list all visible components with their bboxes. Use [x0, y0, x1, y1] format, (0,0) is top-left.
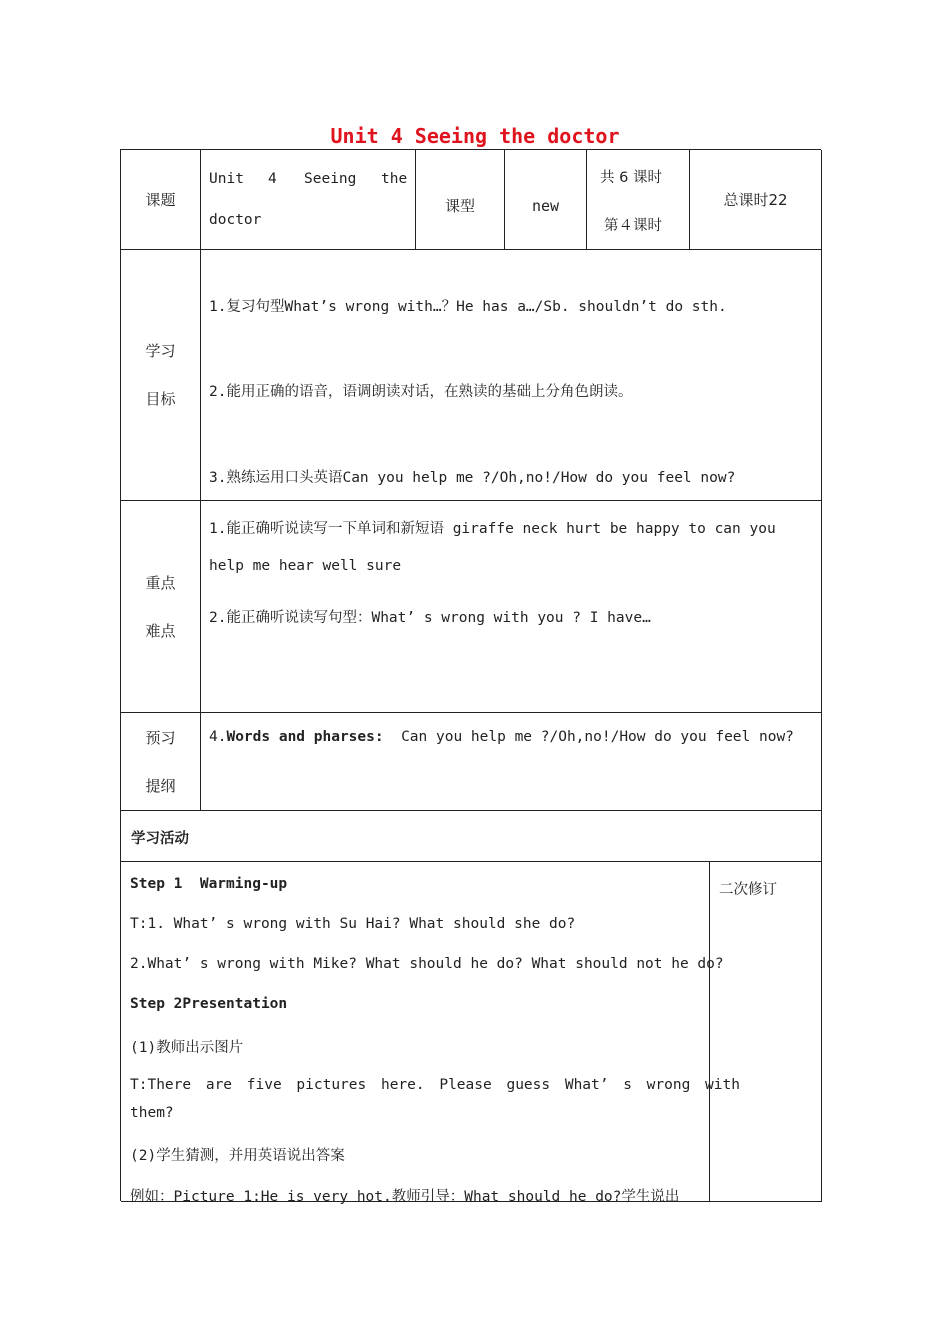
step2-item-1: (1)教师出示图片: [130, 1040, 244, 1056]
goal-item-2: 2.能用正确的语音，语调朗读对话，在熟读的基础上分角色朗读。: [209, 384, 633, 400]
period-total: 共 6 课时: [600, 170, 662, 186]
step2-item-4: 例如：Picture 1:He is very hot.教师引导：What should he do?学生说出: [130, 1189, 680, 1205]
page-title: Unit 4 Seeing the doctor: [330, 124, 620, 148]
keypoint-item-2: 2.能正确听说读写句型：What’ s wrong with you ? I have…: [209, 610, 651, 626]
preview-label-cell: [121, 713, 201, 811]
topic-word-doctor: doctor: [209, 212, 262, 228]
preview-outline: [209, 729, 794, 745]
preview-bold-label: Words and pharses:: [226, 729, 384, 745]
keypoints-label-cell: [121, 501, 201, 713]
type-value: new: [531, 196, 560, 215]
type-label-cell: [416, 150, 505, 250]
goals-label-line1: 学习: [145, 342, 176, 360]
preview-label-line1: 预习: [145, 728, 176, 747]
keypoints-label-line2: 难点: [145, 621, 176, 640]
keypoint-item-1a: 1.能正确听说读写一下单词和新短语 giraffe neck hurt be happy to can you: [209, 521, 776, 537]
step1-heading: Step 1 Warming-up: [130, 876, 288, 892]
step1-question-2: 2.What’ s wrong with Mike? What should he do? What should not he do?: [130, 956, 724, 972]
goal-item-1: 1.复习句型What’s wrong with…？He has a…/Sb. shouldn’t do sth.: [209, 299, 727, 315]
preview-text: Can you help me ?/Oh,no!/How do you feel now?: [401, 729, 794, 745]
total-periods-cell: [690, 150, 822, 250]
step1-question-1: T:1. What’ s wrong with Su Hai? What should she do?: [130, 916, 576, 932]
step2-item-3: (2)学生猜测，并用英语说出答案: [130, 1148, 345, 1164]
lesson-plan-table: [120, 149, 821, 1205]
period-current: 第４课时: [604, 218, 662, 234]
goals-content-cell: [201, 250, 822, 501]
type-label: 课型: [444, 197, 475, 215]
period-cell: [587, 150, 690, 250]
step2-item-2b: them?: [130, 1105, 174, 1121]
topic-word-number: 4: [268, 171, 277, 187]
topic-word-unit: Unit: [209, 171, 244, 187]
goal-item-3: 3.熟练运用口头英语Can you help me ?/Oh,no!/How do you feel now?: [209, 470, 736, 486]
keypoints-content-cell: [201, 501, 822, 713]
revision-cell: [710, 862, 822, 1202]
goals-label-cell: [121, 250, 201, 501]
topic-label-cell: [121, 150, 201, 250]
activities-heading-cell: [121, 811, 822, 862]
activities-content-cell: [121, 862, 740, 1205]
preview-label-line2: 提纲: [145, 776, 176, 795]
keypoint-item-1b: help me hear well sure: [209, 558, 402, 574]
preview-prefix: 4.: [209, 729, 227, 745]
type-value-cell: [505, 150, 587, 250]
topic-word-the: the: [381, 171, 408, 187]
preview-spacer: [384, 729, 401, 745]
topic-label: 课题: [145, 191, 176, 209]
goals-label-line2: 目标: [145, 390, 176, 408]
step2-heading: Step 2Presentation: [130, 996, 288, 1012]
activities-heading: 学习活动: [131, 831, 189, 847]
topic-word-seeing: Seeing: [304, 171, 357, 187]
revision-label: 二次修订: [719, 882, 777, 898]
topic-value-cell: [201, 150, 416, 250]
total-periods: 总课时22: [723, 191, 788, 209]
keypoints-label-line1: 重点: [145, 573, 176, 592]
preview-content-cell: [201, 713, 822, 811]
step2-item-2a: T:There are five pictures here. Please guess What’ s wrong with: [130, 1077, 740, 1093]
